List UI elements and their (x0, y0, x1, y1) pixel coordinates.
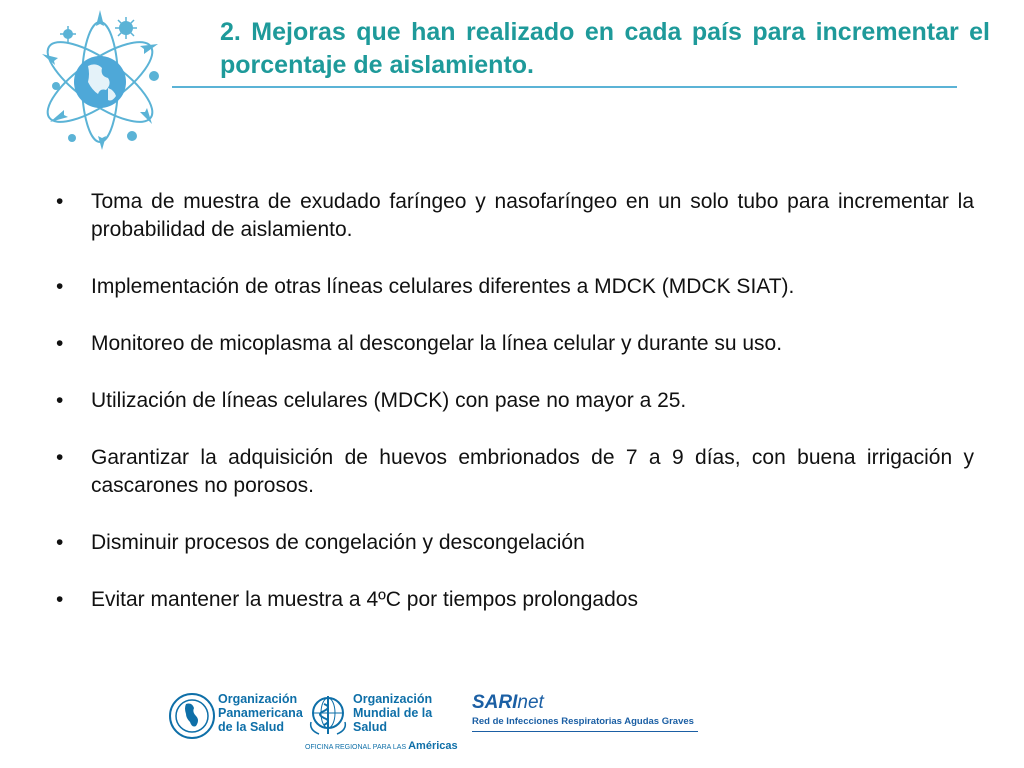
list-item (56, 444, 974, 500)
list-item (56, 529, 974, 557)
sarinet-name-rest: net (517, 692, 544, 713)
footer-logos (0, 682, 1024, 752)
bullet-text: Monitoreo de micoplasma al descongelar la línea celular y durante su uso. (91, 332, 783, 355)
bullet-glyph: • (56, 446, 64, 469)
bullet-text: Evitar mantener la muestra a 4ºC por tiempos prolongados (91, 588, 638, 611)
list-item (56, 330, 974, 358)
list-item (56, 188, 974, 244)
sarinet-underline (472, 731, 698, 732)
bullet-list (56, 188, 974, 643)
sarinet-name-bold: SARI (472, 692, 518, 713)
bullet-text: Implementación de otras líneas celulares diferentes a MDCK (MDCK SIAT). (91, 275, 795, 298)
bullet-glyph: • (56, 275, 64, 298)
bullet-glyph: • (56, 332, 64, 355)
bullet-glyph: • (56, 588, 64, 611)
paho-line-2: Panamericana (218, 706, 303, 720)
sarinet-logo (472, 692, 712, 732)
sarinet-subtitle: Red de Infecciones Respiratorias Agudas Graves (472, 716, 694, 727)
who-sub-region: Américas (408, 740, 458, 752)
who-line-2: Mundial de la Salud (353, 706, 433, 734)
influenza-globe-logo (28, 4, 178, 154)
who-regional-office (305, 740, 465, 752)
bullet-glyph: • (56, 190, 64, 213)
bullet-text: Utilización de líneas celulares (MDCK) con pase no mayor a 25. (91, 389, 687, 412)
list-item (56, 586, 974, 614)
bullet-glyph: • (56, 389, 64, 412)
paho-emblem-icon (168, 692, 216, 740)
bullet-text: Disminuir procesos de congelación y descongelación (91, 531, 585, 554)
bullet-text: Toma de muestra de exudado faríngeo y nasofaríngeo en un solo tubo para incrementar la probabilidad de aislamiento. (91, 190, 974, 241)
paho-line-1: Organización (218, 692, 298, 706)
who-sub-prefix: OFICINA REGIONAL PARA LAS (305, 744, 407, 751)
paho-line-3: de la Salud (218, 720, 284, 734)
bullet-glyph: • (56, 531, 64, 554)
sarinet-name (472, 692, 712, 714)
who-name (353, 692, 463, 734)
title-divider (172, 86, 957, 88)
slide-title: 2. Mejoras que han realizado en cada país para incrementar el porcentaje de aislamiento. (220, 18, 990, 79)
who-emblem-icon (305, 692, 351, 738)
list-item (56, 273, 974, 301)
who-line-1: Organización (353, 692, 433, 706)
bullet-text: Garantizar la adquisición de huevos embrionados de 7 a 9 días, con buena irrigación y cascarones no porosos. (91, 446, 974, 497)
list-item (56, 387, 974, 415)
